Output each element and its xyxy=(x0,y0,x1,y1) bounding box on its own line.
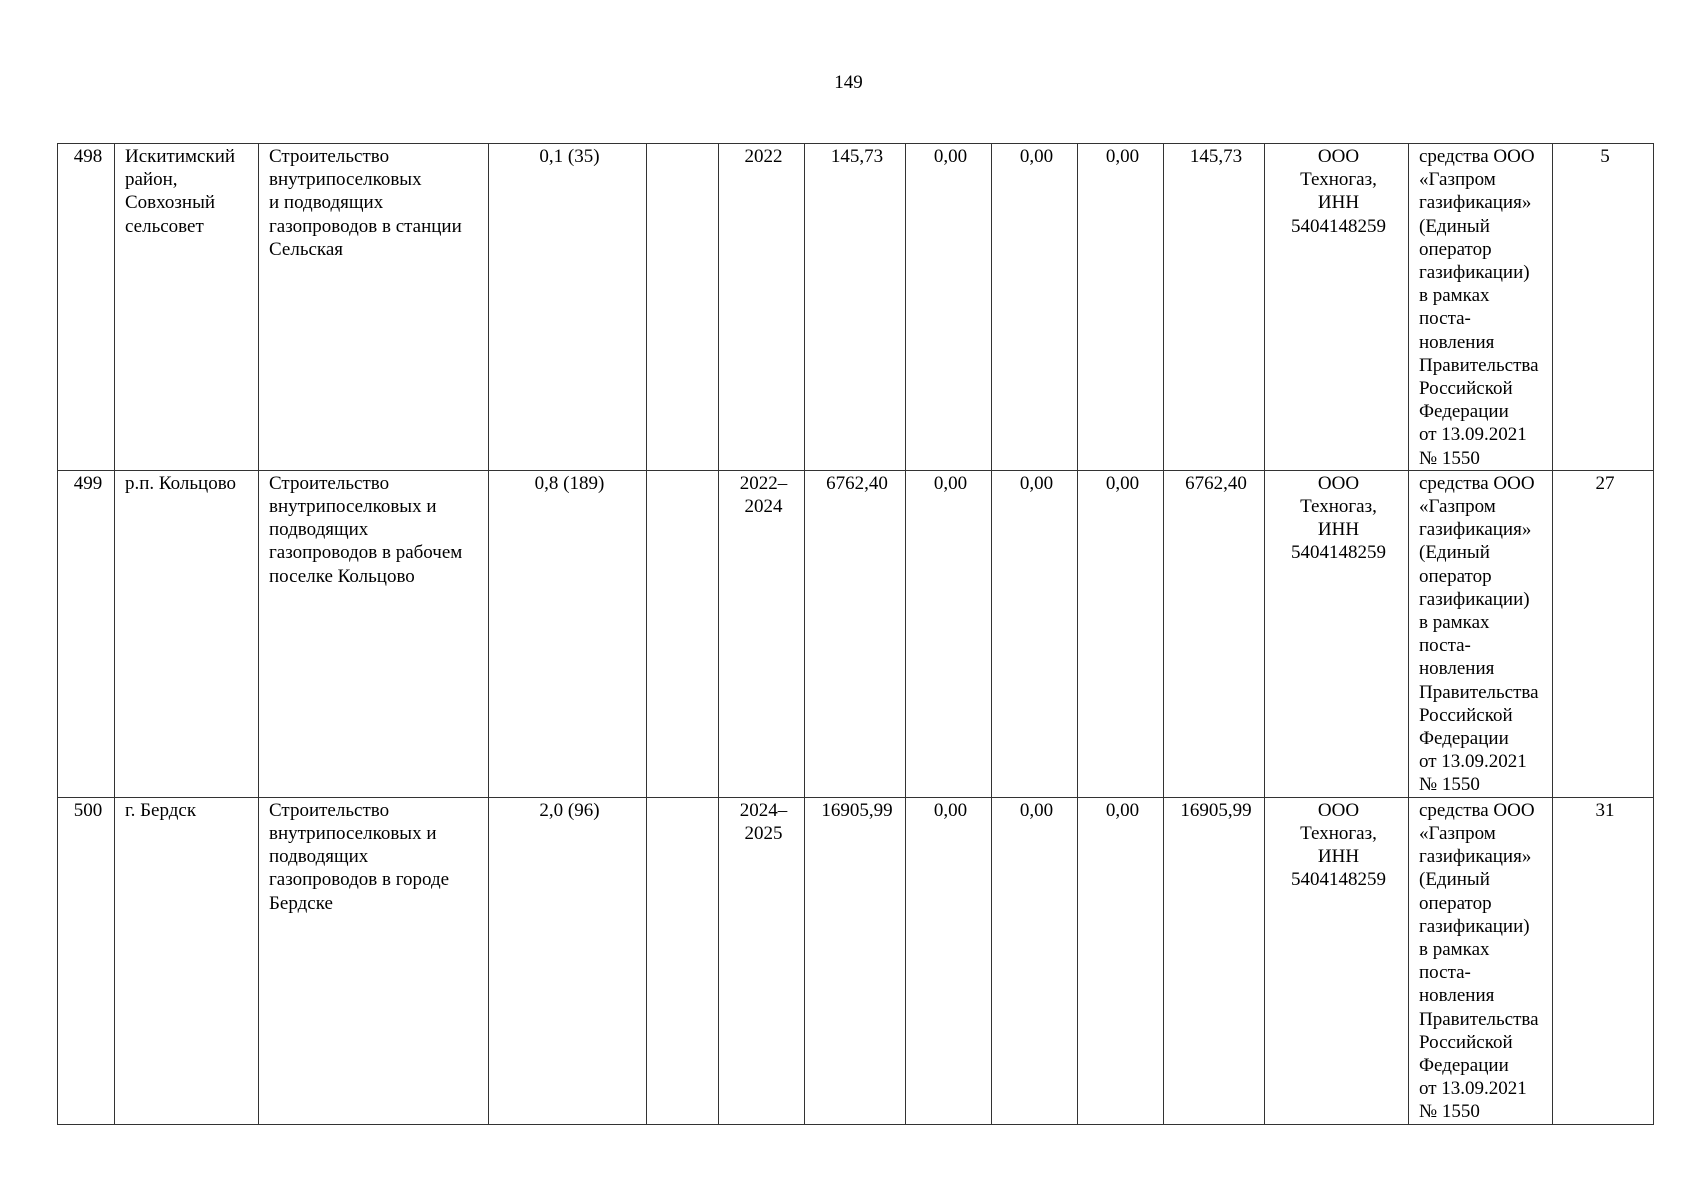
cell-funding-2: 0,00 xyxy=(992,144,1078,471)
cell-funding-source-line: новления xyxy=(1419,331,1495,353)
cell-funding-source-line: оператор xyxy=(1419,238,1492,260)
cell-funding-source-line: «Газпром xyxy=(1419,169,1496,191)
cell-object-name-line: поселке Кольцово xyxy=(269,565,415,587)
cell-funding-source-line: оператор xyxy=(1419,892,1492,914)
cell-funding-source-line: новления xyxy=(1419,985,1495,1007)
cell-period-line: 2025 xyxy=(744,822,783,844)
cell-funding-source-line: в рамках xyxy=(1419,285,1490,307)
cell-object-name-line: и подводящих xyxy=(269,192,384,214)
cell-object-name-line: внутрипоселковых и xyxy=(269,822,437,844)
cell-period-line: 2022 xyxy=(744,146,783,167)
cell-funding-source-line: от 13.09.2021 xyxy=(1419,751,1527,773)
cell-executor-line: 5404148259 xyxy=(1291,869,1386,891)
cell-object-name-line: Строительство xyxy=(269,146,390,167)
cell-row-number: 499 xyxy=(58,470,115,797)
cell-funding-2: 0,00 xyxy=(992,797,1078,1124)
cell-funding-source-line: газификации) xyxy=(1419,262,1530,284)
cell-municipality-line: сельсовет xyxy=(125,215,204,237)
cell-length: 2,0 (96) xyxy=(489,797,647,1124)
cell-total-cost: 16905,99 xyxy=(805,797,906,1124)
cell-funding-source-line: поста- xyxy=(1419,962,1471,984)
cell-funding-source-line: Российской xyxy=(1419,704,1513,726)
cell-funding-source-line: средства ООО xyxy=(1419,472,1535,494)
cell-funding-source-line: Федерации xyxy=(1419,728,1509,750)
cell-funding-source xyxy=(1409,470,1553,797)
cell-funding-1: 0,00 xyxy=(906,470,992,797)
cell-executor-line: 5404148259 xyxy=(1291,215,1386,237)
table-body xyxy=(58,144,1654,1125)
cell-municipality-line: р.п. Кольцово xyxy=(125,472,237,494)
cell-period xyxy=(719,797,805,1124)
cell-funding-source-line: в рамках xyxy=(1419,612,1490,634)
cell-object-name-line: подводящих xyxy=(269,846,369,868)
cell-funding-source-line: Правительства xyxy=(1419,354,1539,376)
cell-row-number: 498 xyxy=(58,144,115,471)
cell-period-line: 2024 xyxy=(744,496,783,518)
cell-municipality-line: Совхозный xyxy=(125,192,216,214)
cell-empty xyxy=(647,797,719,1124)
cell-funding-source-line: (Единый xyxy=(1419,869,1490,891)
cell-object-name-line: внутрипоселковых xyxy=(269,169,422,191)
cell-executor-line: Техногаз, xyxy=(1300,496,1377,518)
cell-funding-source-line: средства ООО xyxy=(1419,799,1535,821)
cell-funding-source-line: Российской xyxy=(1419,378,1513,400)
cell-municipality xyxy=(115,797,259,1124)
cell-funding-source-line: поста- xyxy=(1419,635,1471,657)
cell-funding-source-line: в рамках xyxy=(1419,938,1490,960)
cell-period xyxy=(719,144,805,471)
cell-funding-source-line: от 13.09.2021 xyxy=(1419,424,1527,446)
table-row xyxy=(58,797,1654,1124)
cell-funding-3: 0,00 xyxy=(1078,144,1164,471)
cell-funding-source-line: «Газпром xyxy=(1419,822,1496,844)
cell-object-name-line: Строительство xyxy=(269,472,390,494)
cell-municipality-line: район, xyxy=(125,169,178,191)
cell-object-name xyxy=(259,797,489,1124)
cell-funding-3: 0,00 xyxy=(1078,797,1164,1124)
cell-funding-2: 0,00 xyxy=(992,470,1078,797)
cell-object-name xyxy=(259,144,489,471)
cell-funding-source-line: Правительства xyxy=(1419,681,1539,703)
cell-object-name-line: газопроводов в городе xyxy=(269,869,450,891)
cell-executor-line: ИНН xyxy=(1317,192,1360,214)
cell-funding-1: 0,00 xyxy=(906,797,992,1124)
cell-executor-line: ИНН xyxy=(1317,519,1360,541)
cell-funding-source-line: поста- xyxy=(1419,308,1471,330)
cell-municipality-line: Искитимский xyxy=(125,146,236,167)
cell-funding-source-line: Федерации xyxy=(1419,401,1509,423)
cell-funding-source-line: от 13.09.2021 xyxy=(1419,1078,1527,1100)
cell-funding-source-line: (Единый xyxy=(1419,215,1490,237)
cell-executor-line: Техногаз, xyxy=(1300,169,1377,191)
cell-funding-4: 16905,99 xyxy=(1164,797,1265,1124)
cell-count: 31 xyxy=(1553,797,1654,1124)
cell-object-name xyxy=(259,470,489,797)
cell-total-cost: 145,73 xyxy=(805,144,906,471)
cell-object-name-line: подводящих xyxy=(269,519,369,541)
cell-length: 0,1 (35) xyxy=(489,144,647,471)
cell-funding-source-line: Федерации xyxy=(1419,1054,1509,1076)
cell-executor-line: ООО xyxy=(1317,472,1360,494)
cell-executor-line: 5404148259 xyxy=(1291,542,1386,564)
cell-funding-4: 145,73 xyxy=(1164,144,1265,471)
cell-funding-source-line: № 1550 xyxy=(1419,1101,1480,1123)
cell-funding-1: 0,00 xyxy=(906,144,992,471)
cell-funding-4: 6762,40 xyxy=(1164,470,1265,797)
cell-funding-source-line: газификация» xyxy=(1419,846,1532,868)
cell-count: 27 xyxy=(1553,470,1654,797)
cell-count: 5 xyxy=(1553,144,1654,471)
cell-row-number: 500 xyxy=(58,797,115,1124)
cell-executor-line: ООО xyxy=(1317,146,1360,167)
cell-municipality xyxy=(115,144,259,471)
cell-executor xyxy=(1265,797,1409,1124)
table-row xyxy=(58,470,1654,797)
cell-funding-source-line: (Единый xyxy=(1419,542,1490,564)
cell-executor-line: ИНН xyxy=(1317,846,1360,868)
cell-funding-source-line: «Газпром xyxy=(1419,496,1496,518)
cell-funding-3: 0,00 xyxy=(1078,470,1164,797)
cell-empty xyxy=(647,144,719,471)
cell-executor xyxy=(1265,470,1409,797)
cell-object-name-line: газопроводов в станции xyxy=(269,215,462,237)
cell-object-name-line: Бердске xyxy=(269,892,333,914)
cell-funding-source-line: № 1550 xyxy=(1419,447,1480,469)
cell-municipality xyxy=(115,470,259,797)
cell-funding-source-line: новления xyxy=(1419,658,1495,680)
cell-funding-source-line: оператор xyxy=(1419,565,1492,587)
cell-period xyxy=(719,470,805,797)
cell-funding-source-line: газификация» xyxy=(1419,192,1532,214)
cell-object-name-line: Сельская xyxy=(269,238,344,260)
cell-funding-source-line: газификации) xyxy=(1419,915,1530,937)
cell-object-name-line: Строительство xyxy=(269,799,390,821)
cell-object-name-line: газопроводов в рабочем xyxy=(269,542,463,564)
table-row xyxy=(58,144,1654,471)
cell-executor-line: ООО xyxy=(1317,799,1360,821)
cell-funding-source-line: Правительства xyxy=(1419,1008,1539,1030)
cell-funding-source-line: газификация» xyxy=(1419,519,1532,541)
cell-executor xyxy=(1265,144,1409,471)
cell-funding-source-line: № 1550 xyxy=(1419,774,1480,796)
cell-funding-source xyxy=(1409,144,1553,471)
cell-funding-source-line: газификации) xyxy=(1419,588,1530,610)
gasification-table xyxy=(57,143,1654,1125)
cell-funding-source xyxy=(1409,797,1553,1124)
cell-period-line: 2022– xyxy=(739,472,788,494)
cell-empty xyxy=(647,470,719,797)
cell-funding-source-line: Российской xyxy=(1419,1031,1513,1053)
page-number: 149 xyxy=(834,72,863,93)
cell-period-line: 2024– xyxy=(739,799,788,821)
cell-total-cost: 6762,40 xyxy=(805,470,906,797)
cell-municipality-line: г. Бердск xyxy=(125,799,197,821)
cell-executor-line: Техногаз, xyxy=(1300,822,1377,844)
cell-funding-source-line: средства ООО xyxy=(1419,146,1535,167)
cell-object-name-line: внутрипоселковых и xyxy=(269,496,437,518)
cell-length: 0,8 (189) xyxy=(489,470,647,797)
